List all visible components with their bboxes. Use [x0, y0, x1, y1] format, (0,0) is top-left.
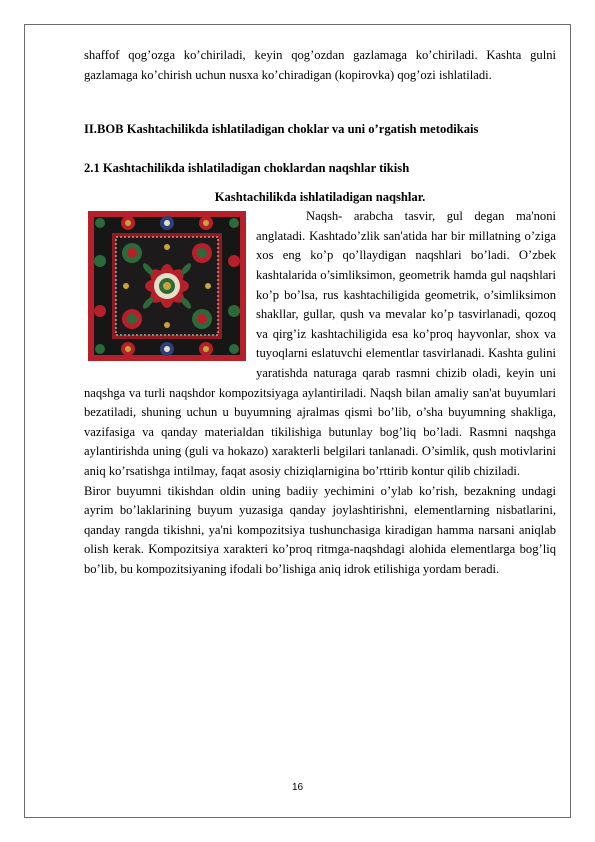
body-paragraph-2: Biror buyumni tikishdan oldin uning badiiy yechimini o’ylab ko’rish, bezakning undagi ayrim bo’laklarining buyum yuzasiga qanday joylashtirishni, elementlarning nisbatlarini, qanday rangda tikishni, ya'ni kompozitsiya tushunchasiga kiradigan hamma narsani aniqlab olish kerak. Kompozitsiya xarakteri ko’proq ritmga-naqshdagi alohida elementlarga bog’liq bo’lib, bu kompozitsiyaning ifodali bo’lishiga aniq idrok etilishiga yordam beradi.	[84, 483, 556, 576]
page-number: 16	[291, 782, 304, 793]
body-paragraph-1: Naqsh- arabcha tasvir, gul degan ma'noni anglatadi. Kashtado’zlik san'atida har bir millatning o’ziga xos eng ko’p qo’llaydigan naqshlari bo’ladi. O’zbek kashtalarida o’simliksimon, geometrik hamda gul naqshlari ko’p bo’lsa, rus kashtachiligida geometrik, o’simliksimon shakllar, gullar, qush va mevalar ko’p tasvirlanadi, qozoq va qirg’iz kashtachiligida esa ko’proq hayvonlar, shox va tuyoqlarni eslatuvchi elementlar tasvirlanadi. Kashta gulini yaratishda naturaga qarab rasmni chizib oladi, keyin uni naqshga va turli naqshdor kompozitsiyaga aylantiriladi. Naqsh bilan amaliy san'at buyumlari bezatiladi, shuning uchun u buyumning ajralmas qismi bo’lib, o’sha buyumning shakliga, vazifasiga va qanday materialdan tikilishiga butunlay bog’liq bo’ladi. Rasmni naqshga aylantirishda uning (guli va hokazo) xarakterli belgilari tanlanadi. O’simlik, qush motivlarini aniq ko’rsatishga intilmay, faqat asosiy chiziqlarnigina bo’rttirib kontur qilib chiziladi.	[84, 209, 556, 478]
intro-paragraph: shaffof qog’ozga ko’chiriladi, keyin qog’ozdan gazlamaga ko’chiriladi. Kashta gulni gazlamaga ko’chirish uchun nusxa ko’chiradigan (kopirovka) qog’ozi ishlatiladi.	[84, 48, 556, 82]
section-title: 2.1 Kashtachilikda ishlatiladigan choklardan naqshlar tikish	[84, 161, 410, 176]
subsection-title: Kashtachilikda ishlatiladigan naqshlar.	[214, 190, 426, 205]
suzani-embroidery-icon	[88, 211, 246, 361]
chapter-title: II.BOB Kashtachilikda ishlatiladigan choklar va uni o’rgatish metodikais	[84, 122, 479, 137]
embroidery-image	[88, 211, 246, 361]
page-content	[84, 46, 556, 579]
